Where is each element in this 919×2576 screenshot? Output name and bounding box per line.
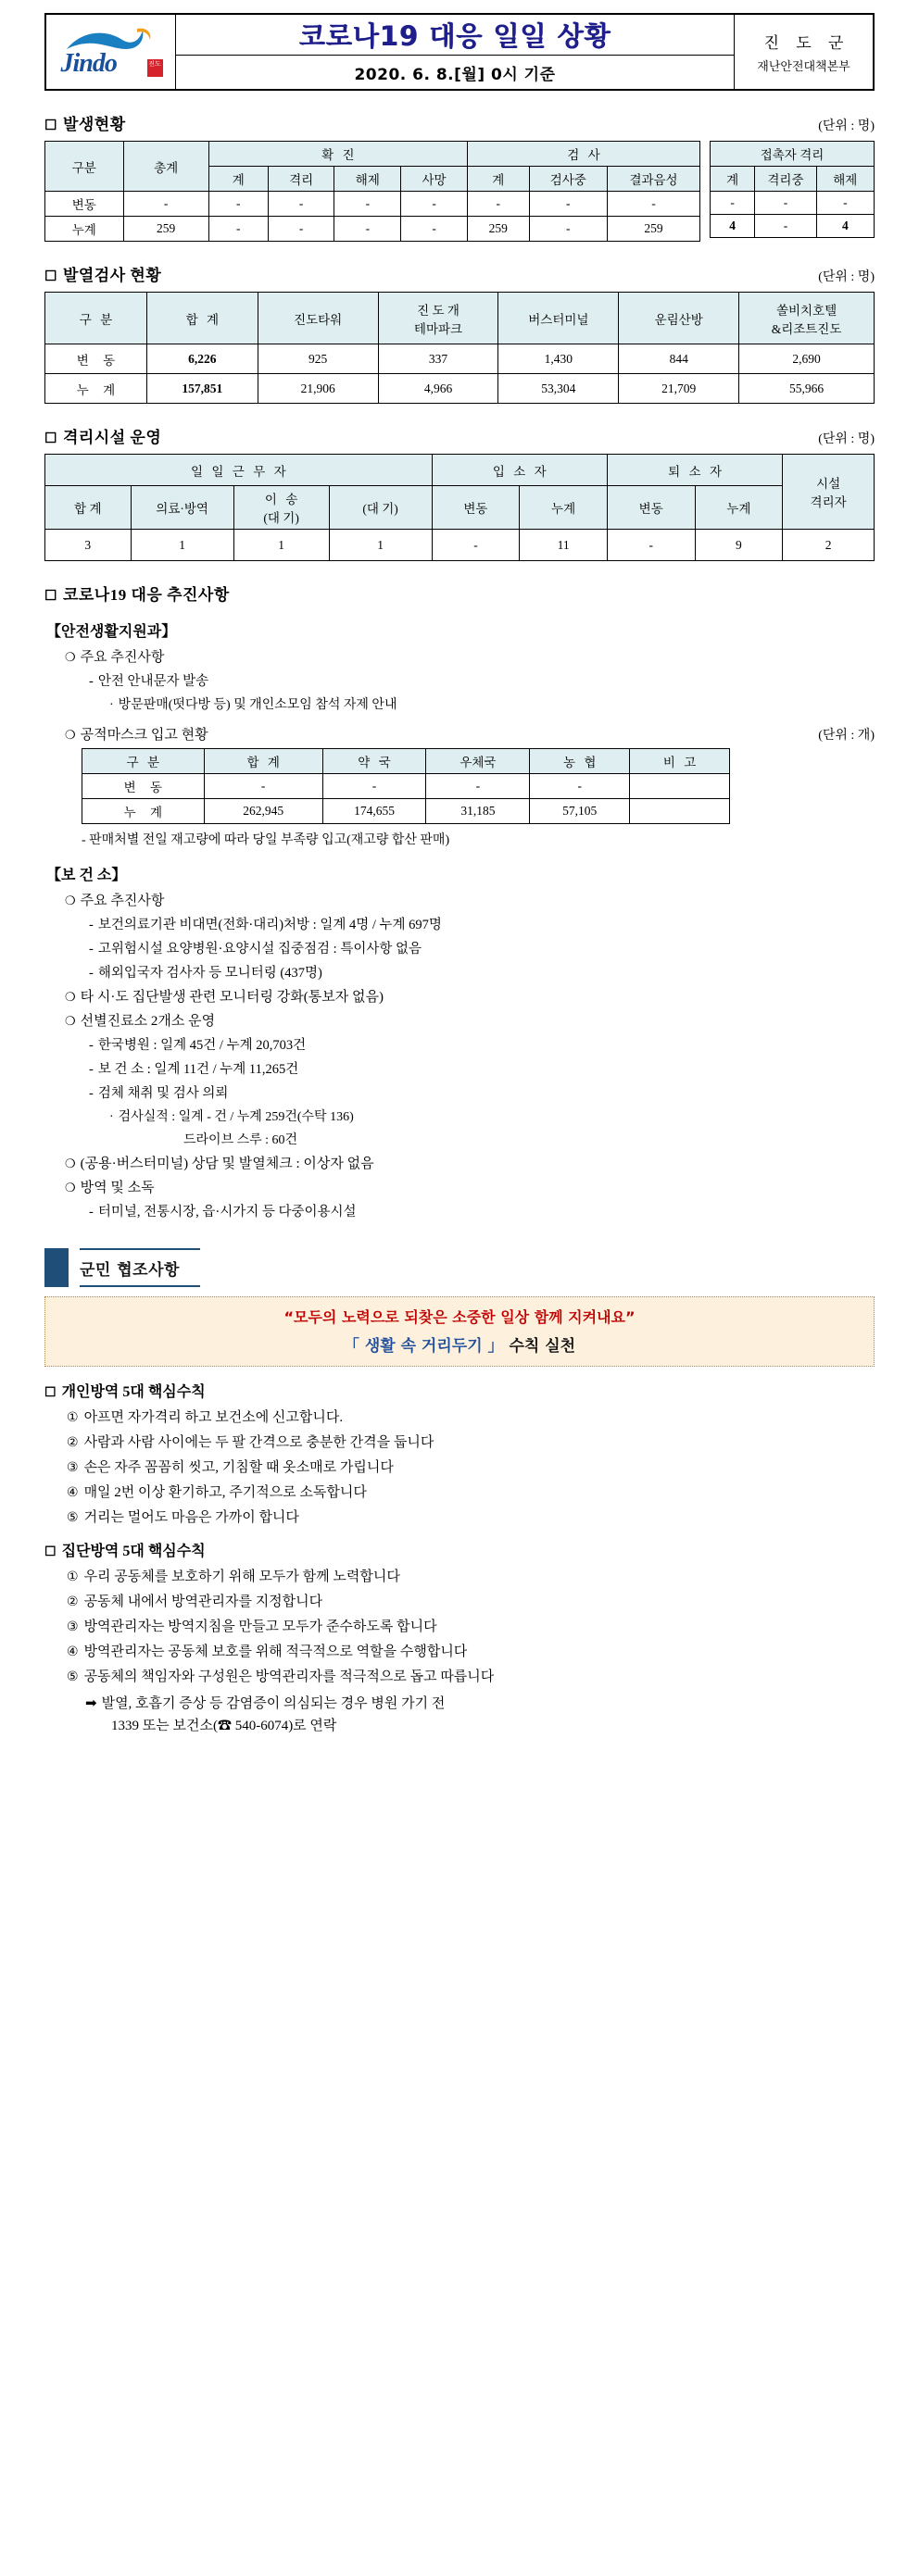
cell-sol-beach: 55,966 bbox=[739, 374, 875, 404]
list-item: - 해외입국자 검사자 등 모니터링 (437명) bbox=[89, 966, 322, 981]
fever-table bbox=[44, 292, 875, 404]
rule-number: ② bbox=[67, 1594, 79, 1609]
rule-number: ① bbox=[67, 1410, 79, 1425]
cell-checkout-change: - bbox=[607, 530, 695, 561]
cell-test-sum: - bbox=[467, 192, 529, 217]
table-header-row bbox=[711, 142, 875, 167]
table-row bbox=[82, 799, 730, 824]
mask-section-head bbox=[65, 724, 875, 744]
table-header-row bbox=[45, 293, 875, 344]
table-row bbox=[82, 774, 730, 799]
col-jindo-dog-park bbox=[378, 293, 498, 344]
dash-bullet-icon: - bbox=[89, 918, 94, 932]
table-subheader-row bbox=[711, 167, 875, 192]
list-item bbox=[67, 1566, 875, 1585]
cell-contact-released: - bbox=[816, 192, 874, 215]
cell-total: - bbox=[204, 774, 322, 799]
emergency-contact-line-2: 1339 또는 보건소(☎ 540-6074)로 연락 bbox=[111, 1719, 337, 1733]
list-item: ❍ 방역 및 소독 bbox=[65, 1181, 155, 1195]
checkbox-marker-icon: ☐ bbox=[44, 1386, 57, 1400]
cell-confirmed-sum: - bbox=[208, 217, 268, 242]
list-item bbox=[67, 1457, 875, 1476]
slogan-line-2-rest: 수칙 실천 bbox=[503, 1337, 576, 1356]
rule-number: ⑤ bbox=[67, 1510, 79, 1525]
cell-checkin-cumulative: 11 bbox=[520, 530, 608, 561]
rule-text: 우리 공동체를 보호하기 위해 모두가 함께 노력합니다 bbox=[83, 1569, 400, 1584]
cell-remarks bbox=[630, 774, 730, 799]
dot-bullet-icon: · bbox=[109, 698, 114, 712]
dept-health-center-title: 【보 건 소】 bbox=[46, 868, 127, 883]
col-facility-isolated-line2: 격리자 bbox=[810, 495, 847, 509]
cell-post-office: 31,185 bbox=[426, 799, 530, 824]
cell-workers-total: 3 bbox=[45, 530, 132, 561]
fever-heading: ☐ 발열검사 현황 bbox=[44, 267, 162, 284]
col-test-sum: 계 bbox=[467, 167, 529, 192]
checkbox-marker-icon: ☐ bbox=[44, 589, 57, 604]
table-row bbox=[45, 374, 875, 404]
col-daily-workers-group: 일 일 근 무 자 bbox=[45, 455, 433, 486]
rule-number: ④ bbox=[67, 1485, 79, 1500]
circle-bullet-icon: ❍ bbox=[65, 729, 76, 743]
col-pharmacy: 약 국 bbox=[322, 749, 426, 774]
cell-test-sum: 259 bbox=[467, 217, 529, 242]
cell-nonghyup: 57,105 bbox=[530, 799, 630, 824]
cell-checkin-change: - bbox=[432, 530, 520, 561]
col-sol-beach-line2: &리조트진도 bbox=[771, 321, 842, 336]
list-item bbox=[67, 1616, 875, 1635]
logo-wordmark: Jindo bbox=[60, 49, 117, 78]
isolation-unit: (단위 : 명) bbox=[818, 432, 875, 446]
col-unrimsanbang: 운림산방 bbox=[619, 293, 739, 344]
dash-bullet-icon: - bbox=[89, 1062, 94, 1077]
checkbox-marker-icon: ☐ bbox=[44, 1545, 57, 1559]
cell-confirmed-isolated: - bbox=[268, 192, 334, 217]
personal-rules-title: ☐ 개인방역 5대 핵심수칙 bbox=[44, 1384, 206, 1400]
col-nonghyup: 농 협 bbox=[530, 749, 630, 774]
rule-text: 거리는 멀어도 마음은 가까이 합니다 bbox=[83, 1510, 299, 1525]
rule-text: 손은 자주 꼼꼼히 씻고, 기침할 때 옷소매로 가립니다 bbox=[83, 1460, 394, 1475]
cell-nonghyup: - bbox=[530, 774, 630, 799]
cell-test-ongoing: - bbox=[529, 192, 608, 217]
contact-isolation-table bbox=[710, 141, 875, 238]
cell-confirmed-sum: - bbox=[208, 192, 268, 217]
cell-test-negative: - bbox=[608, 192, 700, 217]
occurrence-main-table bbox=[44, 141, 700, 242]
list-item: - 터미널, 전통시장, 읍·시가지 등 다중이용시설 bbox=[89, 1205, 357, 1219]
cell-total: 157,851 bbox=[146, 374, 258, 404]
col-contact-sum: 계 bbox=[711, 167, 755, 192]
table-row bbox=[711, 192, 875, 215]
list-item: · 방문판매(떳다방 등) 및 개인소모임 참석 자제 안내 bbox=[109, 698, 397, 712]
row-label: 누 계 bbox=[45, 374, 147, 404]
cell-bus-terminal: 1,430 bbox=[498, 344, 619, 374]
mask-supply-table bbox=[82, 748, 730, 824]
list-item: · 검사실적 : 일계 - 건 / 누계 259건(수탁 136) bbox=[109, 1110, 354, 1124]
fever-section-head bbox=[44, 262, 875, 285]
list-item: - 보 건 소 : 일계 11건 / 누계 11,265건 bbox=[89, 1062, 299, 1077]
list-item bbox=[67, 1482, 875, 1501]
slogan-line-1: “모두의 노력으로 되찾은 소중한 일상 함께 지켜내요” bbox=[283, 1308, 636, 1326]
table-header-row bbox=[82, 749, 730, 774]
rule-text: 공동체의 책임자와 구성원은 방역관리자를 적극적으로 돕고 따릅니다 bbox=[83, 1669, 495, 1684]
cell-total: 262,945 bbox=[204, 799, 322, 824]
occurrence-section-head bbox=[44, 111, 875, 134]
cell-total: - bbox=[123, 192, 208, 217]
table-header-row bbox=[45, 142, 700, 167]
rule-number: ③ bbox=[67, 1460, 79, 1475]
table-row bbox=[711, 215, 875, 238]
list-item bbox=[67, 1432, 875, 1451]
cell-contact-released: 4 bbox=[816, 215, 874, 238]
list-item: ❍ 주요 추진사항 bbox=[65, 650, 165, 665]
actions-heading: ☐ 코로나19 대응 추진사항 bbox=[44, 586, 230, 604]
col-total: 합 계 bbox=[146, 293, 258, 344]
logo-badge: 진도 bbox=[147, 59, 163, 77]
table-header-row bbox=[45, 455, 875, 486]
col-confirmed-group: 확 진 bbox=[208, 142, 467, 167]
cell-workers-medical: 1 bbox=[131, 530, 233, 561]
circle-bullet-icon: ❍ bbox=[65, 1182, 76, 1195]
arrow-right-icon: ➡ bbox=[85, 1694, 97, 1711]
list-item: - 검체 채취 및 검사 의뢰 bbox=[89, 1086, 229, 1101]
col-workers-medical: 의료·방역 bbox=[131, 486, 233, 530]
list-item: - 고위험시설 요양병원·요양시설 집중점검 : 특이사항 없음 bbox=[89, 942, 422, 957]
cell-contact-ongoing: - bbox=[755, 192, 816, 215]
org-sub: 재난안전대책본부 bbox=[757, 59, 850, 73]
col-total: 총계 bbox=[123, 142, 208, 192]
circle-bullet-icon: ❍ bbox=[65, 991, 76, 1005]
cell-unrimsanbang: 21,709 bbox=[619, 374, 739, 404]
rule-text: 공동체 내에서 방역관리자를 지정합니다 bbox=[83, 1594, 323, 1609]
issuing-org bbox=[734, 15, 873, 89]
cell-test-ongoing: - bbox=[529, 217, 608, 242]
dash-bullet-icon: - bbox=[89, 1086, 94, 1101]
occurrence-heading: ☐ 발생현황 bbox=[44, 116, 126, 133]
jindo-logo bbox=[46, 15, 176, 89]
cell-confirmed-released: - bbox=[334, 217, 401, 242]
col-confirmed-released: 해제 bbox=[334, 167, 401, 192]
row-label: 변동 bbox=[45, 192, 124, 217]
row-label: 변 동 bbox=[82, 774, 205, 799]
table-row bbox=[45, 530, 875, 561]
rule-number: ④ bbox=[67, 1644, 79, 1659]
cell-confirmed-death: - bbox=[401, 217, 468, 242]
col-checkout-group: 퇴 소 자 bbox=[607, 455, 782, 486]
col-confirmed-death: 사망 bbox=[401, 167, 468, 192]
col-checkout-change: 변동 bbox=[607, 486, 695, 530]
rule-number: ③ bbox=[67, 1619, 79, 1634]
list-item: 드라이브 스루 : 60건 bbox=[183, 1133, 298, 1147]
dot-bullet-icon: · bbox=[109, 1110, 114, 1124]
cell-facility-isolated: 2 bbox=[783, 530, 875, 561]
cell-jindo-tower: 925 bbox=[258, 344, 378, 374]
row-label: 변 동 bbox=[45, 344, 147, 374]
dash-bullet-icon: - bbox=[89, 674, 94, 689]
isolation-facility-table bbox=[44, 454, 875, 561]
cell-pharmacy: - bbox=[322, 774, 426, 799]
row-label: 누 계 bbox=[82, 799, 205, 824]
col-test-ongoing: 검사중 bbox=[529, 167, 608, 192]
list-item bbox=[67, 1591, 875, 1610]
group-rules-title: ☐ 집단방역 5대 핵심수칙 bbox=[44, 1544, 206, 1559]
table-row bbox=[45, 217, 700, 242]
rule-text: 방역관리자는 방역지침을 만들고 모두가 준수하도록 합니다 bbox=[83, 1619, 437, 1634]
dash-bullet-icon: - bbox=[89, 1205, 94, 1219]
logo-swoosh-icon bbox=[65, 27, 156, 51]
col-workers-total: 합 계 bbox=[45, 486, 132, 530]
slogan-box bbox=[44, 1296, 875, 1367]
mask-note: - 판매처별 전일 재고량에 따라 당일 부족량 입고(재고량 합산 판매) bbox=[82, 833, 450, 847]
rule-number: ② bbox=[67, 1435, 79, 1450]
cell-workers-transport: 1 bbox=[233, 530, 329, 561]
col-workers-transport-line2: (대 기) bbox=[263, 511, 299, 525]
report-date: 2020. 6. 8.[월] 0시 기준 bbox=[354, 65, 556, 84]
col-checkin-group: 입 소 자 bbox=[432, 455, 607, 486]
list-item: - 한국병원 : 일계 45건 / 누계 20,703건 bbox=[89, 1038, 307, 1053]
cell-confirmed-death: - bbox=[401, 192, 468, 217]
list-item: - 안전 안내문자 발송 bbox=[89, 674, 209, 689]
col-bus-terminal: 버스터미널 bbox=[498, 293, 619, 344]
col-checkin-cumulative: 누계 bbox=[520, 486, 608, 530]
document-header bbox=[44, 13, 875, 91]
fever-unit: (단위 : 명) bbox=[818, 270, 875, 284]
isolation-heading: ☐ 격리시설 운영 bbox=[44, 429, 162, 446]
row-label: 누계 bbox=[45, 217, 124, 242]
col-sol-beach-line1: 쏠비치호텔 bbox=[775, 303, 837, 318]
list-item: ❍ 선별진료소 2개소 운영 bbox=[65, 1014, 216, 1029]
col-post-office: 우체국 bbox=[426, 749, 530, 774]
cooperation-accent-bar bbox=[44, 1248, 69, 1287]
actions-section-head bbox=[44, 581, 875, 605]
cooperation-banner bbox=[44, 1248, 875, 1287]
col-gubun: 구 분 bbox=[82, 749, 205, 774]
rule-number: ① bbox=[67, 1569, 79, 1584]
cell-sol-beach: 2,690 bbox=[739, 344, 875, 374]
col-workers-order: (대 기) bbox=[329, 486, 432, 530]
list-item: ❍ (공용·버스터미널) 상담 및 발열체크 : 이상자 없음 bbox=[65, 1157, 374, 1171]
dash-bullet-icon: - bbox=[89, 942, 94, 957]
slogan-line-2-highlight: 「 생활 속 거리두기 」 bbox=[343, 1337, 504, 1356]
col-facility-isolated bbox=[783, 455, 875, 530]
cooperation-label-text: 군민 협조사항 bbox=[80, 1260, 180, 1280]
col-facility-isolated-line1: 시설 bbox=[816, 477, 841, 491]
col-workers-transport-line1: 이 송 bbox=[264, 493, 301, 506]
col-checkout-cumulative: 누계 bbox=[695, 486, 783, 530]
circle-bullet-icon: ❍ bbox=[65, 1015, 76, 1029]
cell-unrimsanbang: 844 bbox=[619, 344, 739, 374]
rule-text: 방역관리자는 공동체 보호를 위해 적극적으로 역할을 수행합니다 bbox=[83, 1644, 468, 1659]
cell-remarks bbox=[630, 799, 730, 824]
table-row bbox=[45, 192, 700, 217]
dept-safety-living-title: 【안전생활지원과】 bbox=[46, 624, 177, 640]
list-item bbox=[67, 1666, 875, 1685]
rule-text: 아프면 자가격리 하고 보건소에 신고합니다. bbox=[83, 1410, 344, 1425]
cell-total: 6,226 bbox=[146, 344, 258, 374]
list-item: ❍ 타 시·도 집단발생 관련 모니터링 강화(통보자 없음) bbox=[65, 990, 384, 1005]
cell-jindo-tower: 21,906 bbox=[258, 374, 378, 404]
list-item bbox=[67, 1407, 875, 1426]
occurrence-unit: (단위 : 명) bbox=[818, 119, 875, 133]
col-remarks: 비 고 bbox=[630, 749, 730, 774]
cell-pharmacy: 174,655 bbox=[322, 799, 426, 824]
col-gubun: 구분 bbox=[45, 142, 124, 192]
table-row bbox=[45, 344, 875, 374]
col-confirmed-sum: 계 bbox=[208, 167, 268, 192]
cell-total: 259 bbox=[123, 217, 208, 242]
cell-contact-ongoing: - bbox=[755, 215, 816, 238]
checkbox-marker-icon: ☐ bbox=[44, 431, 57, 446]
cell-bus-terminal: 53,304 bbox=[498, 374, 619, 404]
col-confirmed-isolated: 격리 bbox=[268, 167, 334, 192]
col-test-group: 검 사 bbox=[467, 142, 699, 167]
cell-test-negative: 259 bbox=[608, 217, 700, 242]
col-jindo-dog-park-line1: 진 도 개 bbox=[417, 303, 460, 318]
header-center bbox=[176, 15, 734, 89]
checkbox-marker-icon: ☐ bbox=[44, 269, 57, 284]
cell-jindo-dog-park: 337 bbox=[378, 344, 498, 374]
col-contact-ongoing: 격리중 bbox=[755, 167, 816, 192]
col-workers-transport bbox=[233, 486, 329, 530]
org-name: 진 도 군 bbox=[763, 34, 850, 52]
col-sol-beach bbox=[739, 293, 875, 344]
cell-jindo-dog-park: 4,966 bbox=[378, 374, 498, 404]
cell-confirmed-isolated: - bbox=[268, 217, 334, 242]
list-item bbox=[67, 1641, 875, 1660]
col-jindo-dog-park-line2: 테마파크 bbox=[413, 321, 463, 336]
list-item bbox=[67, 1507, 875, 1526]
cell-contact-sum: - bbox=[711, 192, 755, 215]
checkbox-marker-icon: ☐ bbox=[44, 119, 57, 133]
circle-bullet-icon: ❍ bbox=[65, 894, 76, 908]
cell-confirmed-released: - bbox=[334, 192, 401, 217]
occurrence-tables bbox=[44, 141, 875, 242]
table-subheader-row bbox=[45, 486, 875, 530]
cell-checkout-cumulative: 9 bbox=[695, 530, 783, 561]
page-title: 코로나19 대응 일일 상황 bbox=[176, 15, 734, 56]
col-gubun: 구 분 bbox=[45, 293, 147, 344]
col-total: 합 계 bbox=[204, 749, 322, 774]
dash-bullet-icon: - bbox=[89, 1038, 94, 1053]
col-contact-released: 해제 bbox=[816, 167, 874, 192]
col-test-negative: 결과음성 bbox=[608, 167, 700, 192]
isolation-section-head bbox=[44, 424, 875, 447]
list-item: - 보건의료기관 비대면(전화·대리)처방 : 일계 4명 / 누계 697명 bbox=[89, 918, 442, 932]
emergency-contact-line-1: ➡ 발열, 호흡기 증상 등 감염증이 의심되는 경우 병원 가기 전 bbox=[85, 1694, 446, 1711]
circle-bullet-icon: ❍ bbox=[65, 1157, 76, 1171]
cell-workers-order: 1 bbox=[329, 530, 432, 561]
col-jindo-tower: 진도타워 bbox=[258, 293, 378, 344]
col-checkin-change: 변동 bbox=[432, 486, 520, 530]
rule-text: 매일 2번 이상 환기하고, 주기적으로 소독합니다 bbox=[83, 1485, 367, 1500]
rule-number: ⑤ bbox=[67, 1669, 79, 1684]
cooperation-label bbox=[80, 1248, 200, 1287]
cell-post-office: - bbox=[426, 774, 530, 799]
mask-unit: (단위 : 개) bbox=[818, 729, 875, 743]
col-contact-group: 접촉자 격리 bbox=[711, 142, 875, 167]
cell-contact-sum: 4 bbox=[711, 215, 755, 238]
rule-text: 사람과 사람 사이에는 두 팔 간격으로 충분한 간격을 둡니다 bbox=[83, 1435, 434, 1450]
circle-bullet-icon: ❍ bbox=[65, 651, 76, 665]
mask-heading: ❍ 공적마스크 입고 현황 bbox=[65, 728, 208, 743]
slogan-line-2 bbox=[51, 1332, 868, 1356]
list-item: ❍ 주요 추진사항 bbox=[65, 894, 165, 908]
dash-bullet-icon: - bbox=[89, 966, 94, 981]
